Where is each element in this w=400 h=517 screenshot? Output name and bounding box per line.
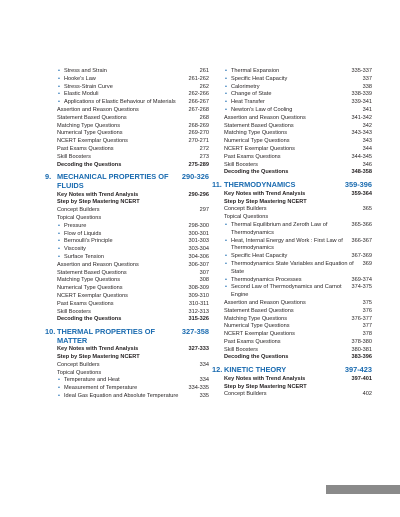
toc-entry-title: • Heat Transfer — [231, 99, 351, 107]
chapter-title: THERMAL PROPERTIES OF MATTER — [57, 327, 156, 345]
toc-topic — [57, 238, 209, 246]
toc-entry-page: 369 — [362, 260, 372, 267]
toc-entry — [57, 354, 209, 362]
toc-entry — [224, 331, 372, 339]
chapter-title: THERMODYNAMICS — [224, 180, 296, 190]
toc-entry-page: 334 — [199, 377, 209, 384]
toc-topic — [224, 91, 372, 99]
toc-entry-page: 312-313 — [188, 308, 209, 315]
toc-entry-page: 268-269 — [188, 122, 209, 129]
toc-entry-title: Numerical Type Questions — [224, 323, 290, 330]
toc-entry-title: Past Exams Questions — [224, 153, 281, 160]
toc-entry-title: NCERT Exemplar Questions — [57, 292, 128, 299]
toc-entry — [57, 123, 209, 131]
toc-entry-page: 402 — [362, 391, 372, 398]
toc-entry — [57, 207, 209, 215]
toc-entry — [57, 270, 209, 278]
toc-entry-page: 376-377 — [351, 315, 372, 322]
toc-entry-title: • Flow of Liquids — [64, 231, 188, 239]
toc-entry-page: 337 — [362, 75, 372, 82]
toc-entry-title: Concept Builders — [57, 361, 100, 368]
toc-entry-title: • Thermal Equilibrium and Zeroth Law of Thermodynamics — [231, 222, 351, 238]
toc-entry — [224, 191, 372, 199]
page-footer-bar — [326, 485, 400, 494]
toc-entry-title: • Change of State — [231, 91, 351, 99]
chapter-title: MECHANICAL PROPERTIES OF FLUIDS — [57, 172, 169, 190]
toc-entry — [224, 384, 372, 392]
toc-entry-page: 348-358 — [351, 169, 372, 176]
toc-entry-title: Past Exams Questions — [224, 338, 281, 345]
toc-topic — [57, 377, 209, 385]
toc-entry — [57, 346, 209, 354]
toc-entry-title: Decoding the Questions — [57, 316, 122, 323]
toc-entry-page: 375 — [362, 299, 372, 306]
toc-entry-page: 342 — [362, 122, 372, 129]
toc-entry-page: 366-367 — [351, 237, 372, 244]
toc-entry-page: 378 — [362, 331, 372, 338]
toc-entry — [224, 339, 372, 347]
toc-entry-page: 341-342 — [351, 114, 372, 121]
toc-topic — [57, 223, 209, 231]
toc-entry-page: 267-268 — [188, 106, 209, 113]
toc-entry — [57, 293, 209, 301]
toc-entry-title: • Newton's Law of Cooling — [231, 107, 363, 115]
toc-entry-page: 309-310 — [188, 292, 209, 299]
toc-entry-title: • Thermodynamics Processes — [231, 277, 351, 285]
chapter-page-range: 397-423 — [344, 365, 372, 375]
toc-entry-title: NCERT Exemplar Questions — [57, 138, 128, 145]
toc-entry-title: Statement Based Questions — [224, 122, 294, 129]
chapter-page-range: 290-326 — [181, 172, 209, 182]
toc-topic — [224, 277, 372, 285]
toc-left-column — [45, 68, 209, 401]
toc-entry-title: Decoding the Questions — [224, 354, 289, 361]
toc-entry-title: Concept Builders — [224, 206, 267, 213]
toc-entry-title: Topical Questions — [57, 214, 102, 221]
toc-entry-title: • Hooke's Law — [64, 76, 188, 84]
toc-entry — [57, 370, 209, 378]
toc-topic — [57, 385, 209, 393]
toc-entry — [57, 192, 209, 200]
toc-entry — [57, 138, 209, 146]
toc-topic — [57, 84, 209, 92]
toc-entry-page: 343-343 — [351, 130, 372, 137]
toc-topic — [224, 261, 372, 277]
toc-entry-page: 338-339 — [351, 91, 372, 98]
toc-topic — [224, 68, 372, 76]
toc-entry-title: Numerical Type Questions — [224, 138, 290, 145]
toc-entry-title: Numerical Type Questions — [57, 130, 123, 137]
toc-entry-title: Assertion and Reason Questions — [57, 261, 139, 268]
toc-entry — [224, 354, 372, 362]
toc-entry-title: Concept Builders — [224, 391, 267, 398]
toc-topic — [224, 99, 372, 107]
toc-entry-page: 365-366 — [351, 221, 372, 228]
toc-topic — [57, 254, 209, 262]
toc-entry-title: Statement Based Questions — [224, 307, 294, 314]
toc-entry-page: 308 — [199, 277, 209, 284]
toc-entry-page: 290-296 — [188, 191, 209, 198]
toc-entry — [224, 123, 372, 131]
toc-entry — [57, 285, 209, 293]
toc-entry-title: Topical Questions — [224, 214, 269, 221]
chapter-number: 9. — [45, 172, 52, 182]
toc-entry-page: 261 — [199, 68, 209, 74]
toc-entry-title: Decoding the Questions — [57, 161, 122, 168]
toc-entry-page: 344 — [362, 145, 372, 152]
toc-entry-title: • Specific Heat Capacity — [231, 76, 363, 84]
chapter-title: KINETIC THEORY — [224, 365, 287, 375]
toc-entry — [224, 154, 372, 162]
toc-entry-title: • Surface Tension — [64, 254, 188, 262]
toc-entry — [224, 376, 372, 384]
toc-entry-title: • Specific Heat Capacity — [231, 253, 351, 261]
toc-entry-title: Numerical Type Questions — [57, 285, 123, 292]
toc-entry — [224, 214, 372, 222]
toc-entry-title: Step by Step Mastering NCERT — [57, 354, 140, 361]
chapter-number: 12. — [212, 365, 223, 375]
toc-topic — [57, 68, 209, 76]
toc-entry-title: Matching Type Questions — [224, 130, 288, 137]
toc-topic — [57, 246, 209, 254]
toc-entry — [57, 215, 209, 223]
toc-entry-page: 269-270 — [188, 130, 209, 137]
toc-entry-page: 338 — [362, 83, 372, 90]
toc-entry-page: 262-266 — [188, 91, 209, 98]
toc-entry — [57, 262, 209, 270]
toc-entry-title: • Temperature and Heat — [64, 377, 200, 385]
toc-entry — [57, 309, 209, 317]
chapter-heading — [212, 366, 372, 375]
toc-entry-page: 383-396 — [351, 354, 372, 361]
toc-entry — [224, 308, 372, 316]
toc-topic — [224, 76, 372, 84]
toc-entry-title: • Stress and Strain — [64, 68, 200, 76]
toc-entry-page: 273 — [199, 153, 209, 160]
toc-entry-title: NCERT Exemplar Questions — [224, 331, 295, 338]
toc-entry-page: 300-301 — [188, 230, 209, 237]
toc-entry-title: • Stress-Strain Curve — [64, 84, 200, 92]
toc-topic — [57, 76, 209, 84]
toc-entry-page: 334 — [199, 361, 209, 368]
toc-entry-page: 327-333 — [188, 346, 209, 353]
toc-entry-page: 307 — [199, 269, 209, 276]
toc-entry-title: • Applications of Elastic Behaviour of Materials — [64, 99, 188, 107]
toc-entry-title: Topical Questions — [57, 369, 102, 376]
toc-entry — [224, 146, 372, 154]
toc-entry-page: 298-300 — [188, 222, 209, 229]
toc-entry-page: 315-326 — [188, 316, 209, 323]
toc-entry-title: Step by Step Mastering NCERT — [57, 199, 140, 206]
chapter-heading — [212, 181, 372, 190]
toc-entry-title: Assertion and Reason Questions — [224, 114, 306, 121]
toc-entry-title: Matching Type Questions — [224, 315, 288, 322]
toc-entry — [224, 199, 372, 207]
toc-entry-page: 343 — [362, 138, 372, 145]
toc-entry-page: 369-374 — [351, 276, 372, 283]
toc-entry — [57, 154, 209, 162]
toc-entry — [57, 107, 209, 115]
toc-entry-title: Decoding the Questions — [224, 169, 289, 176]
toc-entry — [57, 162, 209, 170]
toc-topic — [57, 91, 209, 99]
toc-entry-page: 359-364 — [351, 190, 372, 197]
toc-entry-page: 374-375 — [351, 284, 372, 291]
toc-entry-page: 310-311 — [188, 300, 209, 307]
toc-entry-title: Matching Type Questions — [57, 277, 121, 284]
toc-entry — [224, 316, 372, 324]
toc-entry — [224, 138, 372, 146]
toc-entry-page: 297 — [199, 207, 209, 214]
toc-entry-title: Assertion and Reason Questions — [57, 106, 139, 113]
toc-entry — [224, 162, 372, 170]
toc-entry-title: • Viscosity — [64, 246, 188, 254]
toc-entry-page: 306-307 — [188, 261, 209, 268]
toc-entry-title: • Bernoulli's Principle — [64, 238, 188, 246]
toc-entry-page: 261-262 — [188, 75, 209, 82]
toc-entry-page: 377 — [362, 323, 372, 330]
toc-entry-page: 334-335 — [188, 385, 209, 392]
toc-entry-page: 262 — [199, 83, 209, 90]
toc-topic — [224, 84, 372, 92]
toc-entry-title: • Calorimetry — [231, 84, 363, 92]
toc-entry-title: • Measurement of Temperature — [64, 385, 188, 393]
toc-entry-title: Assertion and Reason Questions — [224, 299, 306, 306]
toc-entry-title: Matching Type Questions — [57, 122, 121, 129]
toc-entry — [224, 169, 372, 177]
toc-entry — [57, 130, 209, 138]
toc-entry — [57, 316, 209, 324]
toc-entry-page: 365 — [362, 206, 372, 213]
toc-entry-page: 341 — [362, 106, 372, 113]
toc-topic — [57, 231, 209, 239]
toc-entry-page: 346 — [362, 161, 372, 168]
toc-topic — [57, 99, 209, 107]
toc-entry-title: Step by Step Mastering NCERT — [224, 383, 307, 390]
toc-entry — [57, 115, 209, 123]
toc-entry-page: 266-267 — [188, 99, 209, 106]
toc-topic — [224, 222, 372, 238]
toc-entry-title: NCERT Exemplar Questions — [224, 145, 295, 152]
toc-entry-page: 303-304 — [188, 246, 209, 253]
toc-entry-page: 335 — [199, 393, 209, 400]
toc-entry-title: Skill Boosters — [57, 153, 91, 160]
toc-entry — [57, 301, 209, 309]
toc-topic — [224, 253, 372, 261]
toc-entry-title: • Heat, Internal Energy and Work : First Law of Thermodynamics — [231, 238, 351, 254]
toc-entry-page: 275-289 — [188, 161, 209, 168]
chapter-heading — [45, 328, 209, 345]
toc-entry — [224, 206, 372, 214]
toc-entry-title: Concept Builders — [57, 207, 100, 214]
toc-right-column — [212, 68, 372, 399]
toc-entry-page: 378-380 — [351, 338, 372, 345]
toc-entry-title: Past Exams Questions — [57, 300, 114, 307]
chapter-number: 10. — [45, 327, 56, 337]
toc-entry-title: Key Notes with Trend Analysis — [57, 191, 139, 198]
chapter-page-range: 359-396 — [344, 180, 372, 190]
toc-entry — [224, 115, 372, 123]
toc-entry-title: Skill Boosters — [57, 308, 91, 315]
toc-entry-page: 272 — [199, 145, 209, 152]
toc-entry-title: • Thermodynamics State Variables and Equation of State — [231, 261, 363, 277]
toc-entry-title: Past Exams Questions — [57, 145, 114, 152]
chapter-page-range: 327-358 — [181, 327, 209, 337]
toc-entry-title: Step by Step Mastering NCERT — [224, 198, 307, 205]
toc-entry-title: Key Notes with Trend Analysis — [224, 375, 306, 382]
toc-entry-title: Key Notes with Trend Analysis — [57, 346, 139, 353]
toc-entry-title: Statement Based Questions — [57, 269, 127, 276]
toc-entry — [57, 199, 209, 207]
toc-entry — [224, 300, 372, 308]
toc-topic — [57, 393, 209, 401]
toc-entry-page: 308-309 — [188, 285, 209, 292]
chapter-number: 11. — [212, 180, 222, 190]
toc-entry — [224, 391, 372, 399]
toc-topic — [224, 107, 372, 115]
toc-entry — [224, 323, 372, 331]
toc-entry-title: • Ideal Gas Equation and Absolute Temperature — [64, 393, 200, 401]
toc-entry-title: Skill Boosters — [224, 346, 258, 353]
toc-topic — [224, 284, 372, 300]
toc-entry — [57, 362, 209, 370]
chapter-heading — [45, 173, 209, 190]
toc-entry — [224, 130, 372, 138]
toc-entry-title: Statement Based Questions — [57, 114, 127, 121]
toc-topic — [224, 238, 372, 254]
toc-entry-page: 339-341 — [351, 99, 372, 106]
toc-entry-page: 344-345 — [351, 153, 372, 160]
toc-entry-title: Skill Boosters — [224, 161, 258, 168]
toc-entry-title: Key Notes with Trend Analysis — [224, 190, 306, 197]
toc-entry-title: • Pressure — [64, 223, 188, 231]
toc-entry-page: 380-381 — [351, 346, 372, 353]
toc-entry — [57, 277, 209, 285]
toc-entry-page: 270-271 — [188, 138, 209, 145]
toc-entry — [224, 347, 372, 355]
toc-entry-page: 335-337 — [351, 68, 372, 74]
toc-entry-page: 304-306 — [188, 253, 209, 260]
toc-entry-page: 301-303 — [188, 238, 209, 245]
toc-entry-page: 367-369 — [351, 253, 372, 260]
toc-entry-title: • Elastic Moduli — [64, 91, 188, 99]
toc-entry-title: • Second Law of Thermodynamics and Carnot Engine — [231, 284, 351, 300]
toc-entry-page: 397-401 — [351, 375, 372, 382]
toc-entry-page: 376 — [362, 307, 372, 314]
toc-entry-title: • Thermal Expansion — [231, 68, 351, 76]
toc-entry — [57, 146, 209, 154]
toc-entry-page: 268 — [199, 114, 209, 121]
